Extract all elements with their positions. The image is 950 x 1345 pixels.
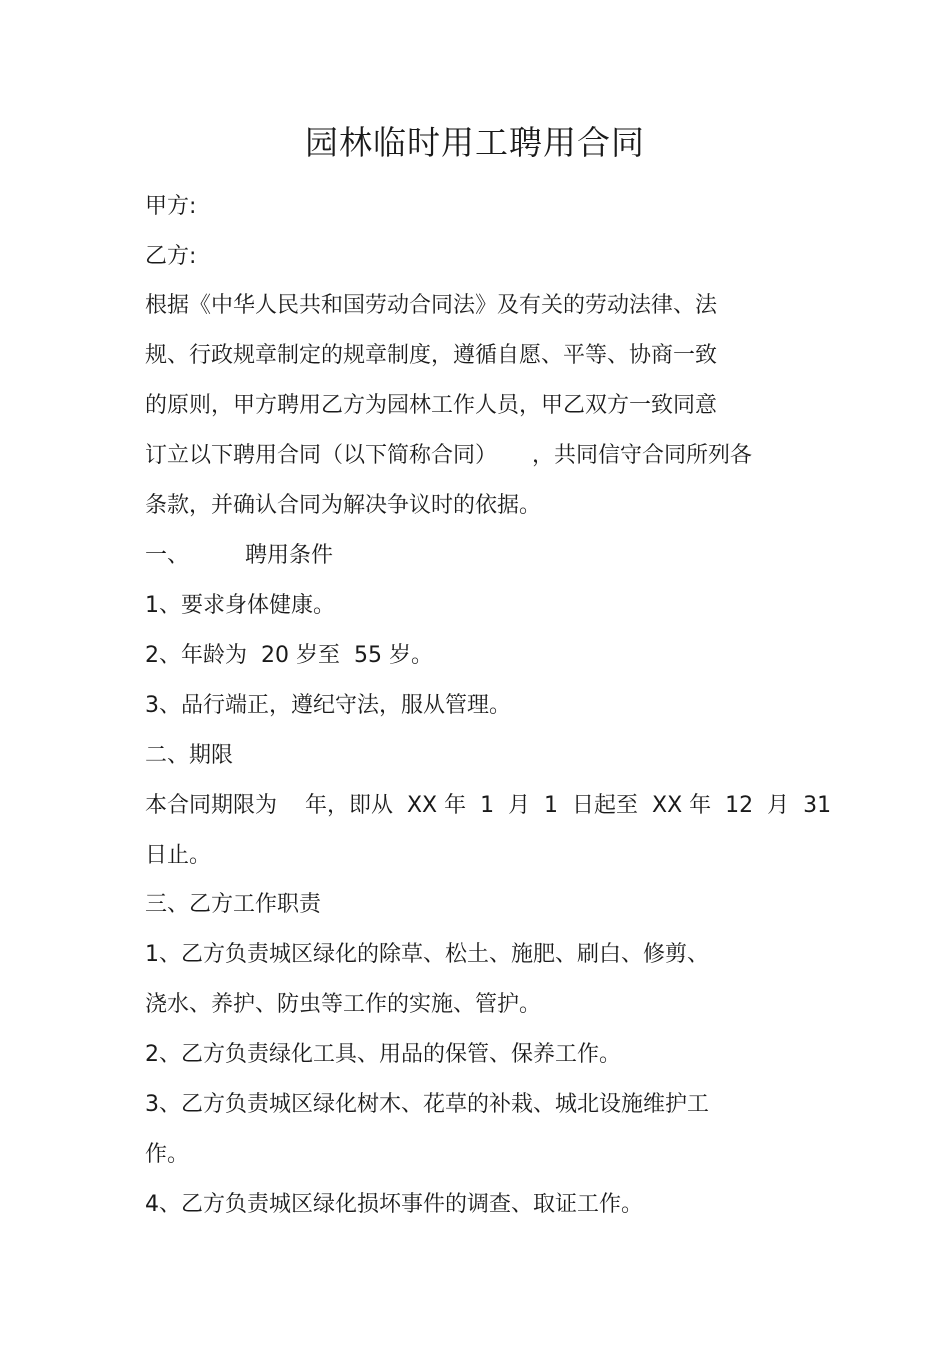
section-heading-1: 一、 聘用条件 [145,543,333,568]
preamble-line-4: 订立以下聘用合同（以下简称合同） ，共同信守合同所列各 [145,443,752,468]
duty-line: 浇水、养护、防虫等工作的实施、管护。 [145,992,542,1017]
party-b-line: 乙方: [145,244,197,269]
clause-line: 1、要求身体健康。 [145,593,335,618]
clause-line: 2、年龄为 20 岁至 55 岁。 [145,643,433,668]
duty-line: 1、乙方负责城区绿化的除草、松土、施肥、刷白、修剪、 [145,942,709,967]
preamble-line-5: 条款，并确认合同为解决争议时的依据。 [145,493,542,518]
party-a-line: 甲方: [145,194,197,219]
document-title: 园林临时用工聘用合同 [305,123,645,162]
preamble-line-1: 根据《中华人民共和国劳动合同法》及有关的劳动法律、法 [145,293,718,318]
duty-line: 作。 [145,1142,190,1167]
term-line-2: 日止。 [145,843,212,868]
preamble-line-3: 的原则，甲方聘用乙方为园林工作人员，甲乙双方一致同意 [145,393,718,418]
duty-line: 2、乙方负责绿化工具、用品的保管、保养工作。 [145,1042,621,1067]
section-heading-3: 三、乙方工作职责 [145,892,322,917]
section-heading-2: 二、期限 [145,743,234,768]
term-line-1: 本合同期限为 年，即从 XX 年 1 月 1 日起至 XX 年 12 月 31 [145,793,832,818]
preamble-line-2: 规、行政规章制定的规章制度，遵循自愿、平等、协商一致 [145,343,718,368]
duty-line: 3、乙方负责城区绿化树木、花草的补栽、城北设施维护工 [145,1092,709,1117]
duty-line: 4、乙方负责城区绿化损坏事件的调查、取证工作。 [145,1192,643,1217]
clause-line: 3、品行端正，遵纪守法，服从管理。 [145,693,511,718]
